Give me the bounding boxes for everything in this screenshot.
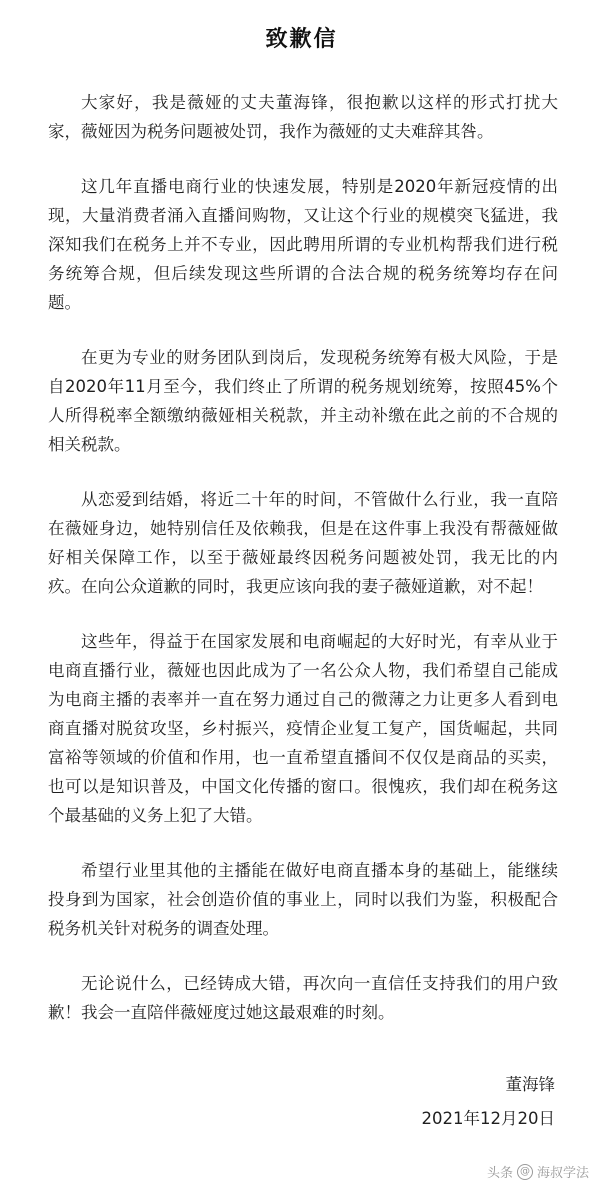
paragraph-7: 无论说什么，已经铸成大错，再次向一直信任支持我们的用户致歉！我会一直陪伴薇娅度过她这最艰难的时刻。 <box>48 974 558 1022</box>
at-icon: @ <box>517 1164 533 1180</box>
paragraph-3: 在更为专业的财务团队到岗后，发现税务统筹有极大风险，于是自2020年11月至今，我们终止了所谓的税务规划统筹，按照45%个人所得税率全额缴纳薇娅相关税款，并主动补缴在此之前的不合规的相关税款。 <box>48 348 558 454</box>
paragraph-5: 这些年，得益于在国家发展和电商崛起的大好时光，有幸从业于电商直播行业，薇娅也因此成为了一名公众人物，我们希望自己能成为电商主播的表率并一直在努力通过自己的微薄之力让更多人看到电商直播对脱贫攻坚，乡村振兴，疫情企业复工复产，国货崛起，共同富裕等领域的价值和作用，也一直希望直播间不仅仅是商品的买卖，也可以是知识普及，中国文化传播的窗口。很愧疚，我们却在税务这个最基础的义务上犯了大错。 <box>48 632 558 825</box>
paragraph-4: 从恋爱到结婚，将近二十年的时间，不管做什么行业，我一直陪在薇娅身边，她特别信任及依赖我，但是在这件事上我没有帮薇娅做好相关保障工作，以至于薇娅最终因税务问题被处罚，我无比的内疚。在向公众道歉的同时，我更应该向我的妻子薇娅道歉，对不起！ <box>48 490 558 596</box>
watermark-handle: 海叔学法 <box>536 1166 589 1181</box>
watermark <box>487 1162 589 1181</box>
paragraph-2: 这几年直播电商行业的快速发展，特别是2020年新冠疫情的出现，大量消费者涌入直播间购物，又让这个行业的规模突飞猛进，我深知我们在税务上并不专业，因此聘用所谓的专业机构帮我们进行税务统筹合规，但后续发现这些所谓的合法合规的税务统筹均存在问题。 <box>48 177 558 312</box>
paragraph-6: 希望行业里其他的主播能在做好电商直播本身的基础上，能继续投身到为国家，社会创造价值的事业上，同时以我们为鉴，积极配合税务机关针对税务的调查处理。 <box>48 861 558 938</box>
letter-body <box>48 88 558 1053</box>
paragraph-1: 大家好，我是薇娅的丈夫董海锋，很抱歉以这样的形式打扰大家，薇娅因为税务问题被处罚，我作为薇娅的丈夫难辞其咎。 <box>48 93 558 141</box>
letter-title: 致歉信 <box>265 27 338 52</box>
watermark-prefix: 头条 <box>486 1166 513 1181</box>
signature-block <box>422 1068 555 1136</box>
signature-name: 董海锋 <box>505 1075 555 1094</box>
signature-date: 2021年12月20日 <box>421 1109 555 1128</box>
